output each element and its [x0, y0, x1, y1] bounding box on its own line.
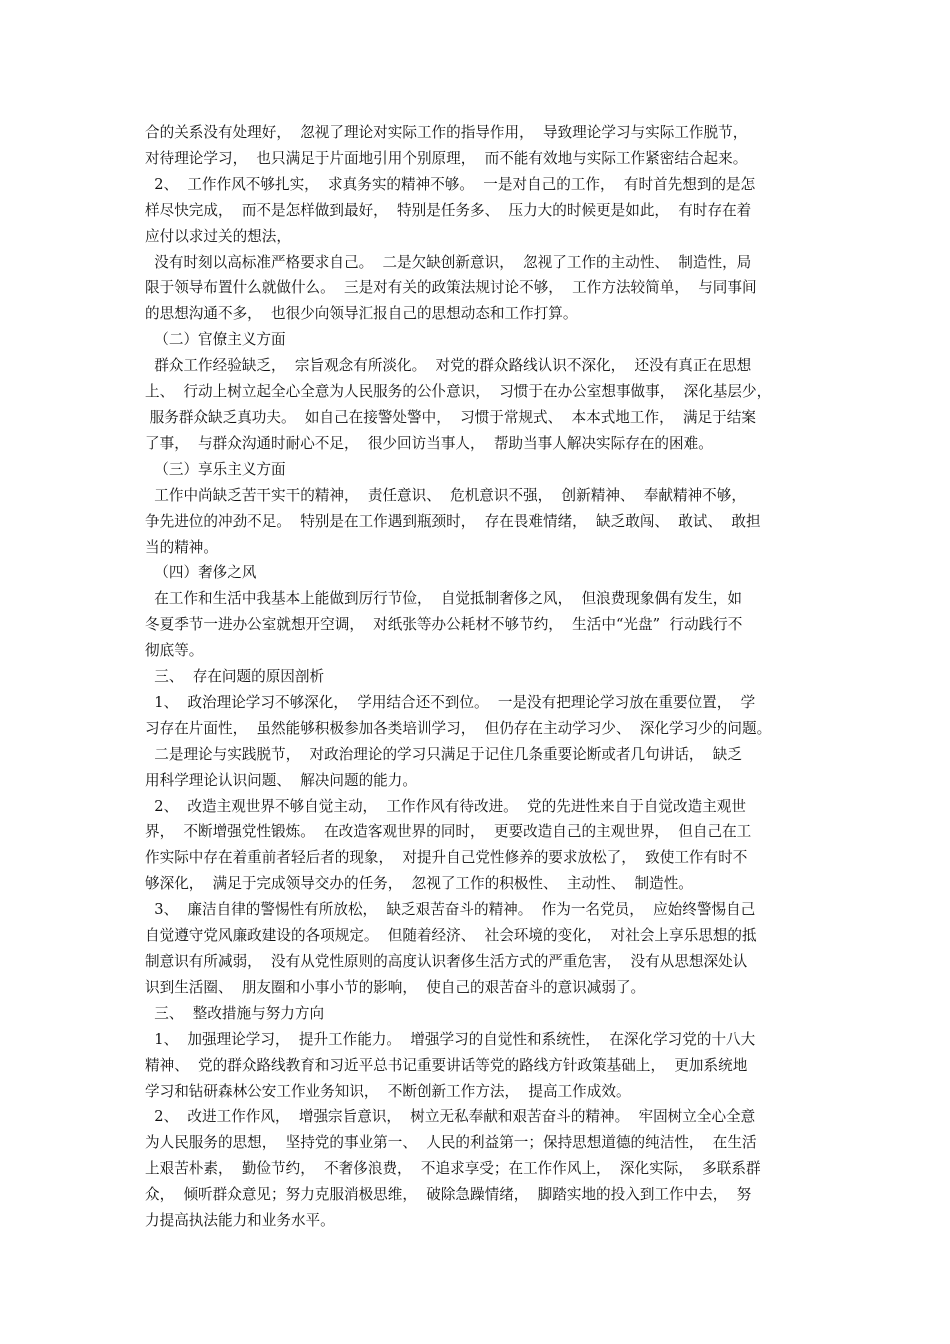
text-line: 工作中尚缺乏苦干实干的精神， 责任意识、 危机意识不强， 创新精神、 奉献精神不够，	[145, 486, 746, 504]
section-heading: （四）奢侈之风	[145, 564, 257, 582]
text-line: 上、 行动上树立起全心全意为人民服务的公仆意识， 习惯于在办公室想事做事， 深化基层少，	[145, 383, 772, 401]
text-line: 没有时刻以高标准严格要求自己。 二是欠缺创新意识， 忽视了工作的主动性、 制造性，局	[145, 253, 752, 271]
text-line: 精神、 党的群众路线教育和习近平总书记重要讲话等党的路线方针政策基础上， 更加系统地	[145, 1056, 748, 1074]
text-line: 争先进位的冲劲不足。 特别是在工作遇到瓶颈时， 存在畏难情绪， 缺乏敢闯、 敢试、 敢担	[145, 512, 761, 530]
text-line: 应付以求过关的想法，	[145, 227, 291, 245]
text-line: 作实际中存在着重前者轻后者的现象， 对提升自己党性修养的要求放松了， 致使工作有时不	[145, 849, 748, 867]
text-line: 服务群众缺乏真功夫。 如自己在接警处警中， 习惯于常规式、 本本式地工作， 满足于结案	[145, 408, 756, 426]
section-heading: 三、 存在问题的原因剖析	[145, 668, 325, 686]
text-line: 二是理论与实践脱节， 对政治理论的学习只满足于记住几条重要论断或者几句讲话， 缺乏	[145, 745, 742, 763]
text-line: 1、 政治理论学习不够深化， 学用结合还不到位。 一是没有把理论学习放在重要位置， 学	[145, 693, 756, 711]
text-line: 限于领导布置什么就做什么。 三是对有关的政策法规讨论不够， 工作方法较简单， 与同事间	[145, 279, 757, 297]
text-line: 当的精神。	[145, 538, 218, 556]
text-line: 在工作和生活中我基本上能做到厉行节俭， 自觉抵制奢侈之风， 但浪费现象偶有发生，如	[145, 590, 742, 608]
text-line: 制意识有所减弱， 没有从党性原则的高度认识奢侈生活方式的严重危害， 没有从思想深处认	[145, 953, 748, 970]
text-line: 自觉遵守党风廉政建设的各项规定。 但随着经济、 社会环境的变化， 对社会上享乐思想的抵	[145, 927, 757, 945]
text-line: 界， 不断增强党性锻炼。 在改造客观世界的同时， 更要改造自己的主观世界， 但自己在工	[145, 823, 752, 841]
text-line: 对待理论学习， 也只满足于片面地引用个别原理， 而不能有效地与实际工作紧密结合起来。	[145, 149, 748, 167]
section-heading: （三）享乐主义方面	[145, 460, 286, 478]
text-line: 的思想沟通不多， 也很少向领导汇报自己的思想动态和工作打算。	[145, 305, 578, 323]
text-line: 冬夏季节一进办公室就想开空调， 对纸张等办公耗材不够节约， 生活中“光盘” 行动践行不	[145, 616, 743, 634]
text-line: 习存在片面性， 虽然能够积极参加各类培训学习， 但仍存在主动学习少、 深化学习少的问题。	[145, 719, 772, 737]
text-line: 学习和钻研森林公安工作业务知识， 不断创新工作方法， 提高工作成效。	[145, 1082, 631, 1100]
text-line: 彻底等。	[145, 642, 204, 660]
text-line: 1、 加强理论学习， 提升工作能力。 增强学习的自觉性和系统性， 在深化学习党的十八大	[145, 1030, 756, 1048]
document-body	[145, 120, 835, 1234]
text-line: 合的关系没有处理好， 忽视了理论对实际工作的指导作用， 导致理论学习与实际工作脱节，	[145, 124, 748, 141]
text-line: 用科学理论认识问题、 解决问题的能力。	[145, 771, 417, 789]
section-heading: （二）官僚主义方面	[145, 331, 286, 349]
text-line: 群众工作经验缺乏， 宗旨观念有所淡化。 对党的群众路线认识不深化， 还没有真正在思想	[145, 357, 752, 375]
text-line: 众， 倾听群众意见；努力克服消极思维， 破除急躁情绪， 脚踏实地的投入到工作中去， 努	[145, 1186, 752, 1204]
text-line: 力提高执法能力和业务水平。	[145, 1212, 335, 1230]
text-line: 了事， 与群众沟通时耐心不足， 很少回访当事人， 帮助当事人解决实际存在的困难。	[145, 434, 713, 452]
text-line: 3、 廉洁自律的警惕性有所放松， 缺乏艰苦奋斗的精神。 作为一名党员， 应始终警惕自己	[145, 901, 756, 919]
text-line: 上艰苦朴素， 勤俭节约， 不奢侈浪费， 不追求享受；在工作作风上， 深化实际， 多联系群	[145, 1160, 761, 1178]
section-heading: 三、 整改措施与努力方向	[145, 1004, 325, 1022]
text-line: 样尽快完成， 而不是怎样做到最好， 特别是任务多、 压力大的时候更是如此， 有时存在着	[145, 201, 752, 219]
text-line: 2、 改进工作作风， 增强宗旨意识， 树立无私奉献和艰苦奋斗的精神。 牢固树立全心全意	[145, 1108, 756, 1126]
text-line: 够深化， 满足于完成领导交办的任务， 忽视了工作的积极性、 主动性、 制造性。	[145, 875, 693, 893]
text-line: 为人民服务的思想， 坚持党的事业第一、 人民的利益第一；保持思想道德的纯洁性， 在生活	[145, 1134, 757, 1152]
text-line: 2、 工作作风不够扎实， 求真务实的精神不够。 一是对自己的工作， 有时首先想到的是怎	[145, 175, 756, 193]
text-line: 2、 改造主观世界不够自觉主动， 工作作风有待改进。 党的先进性来自于自觉改造主观世	[145, 797, 746, 815]
text-line: 识到生活圈、 朋友圈和小事小节的影响， 使自己的艰苦奋斗的意识减弱了。	[145, 978, 646, 996]
